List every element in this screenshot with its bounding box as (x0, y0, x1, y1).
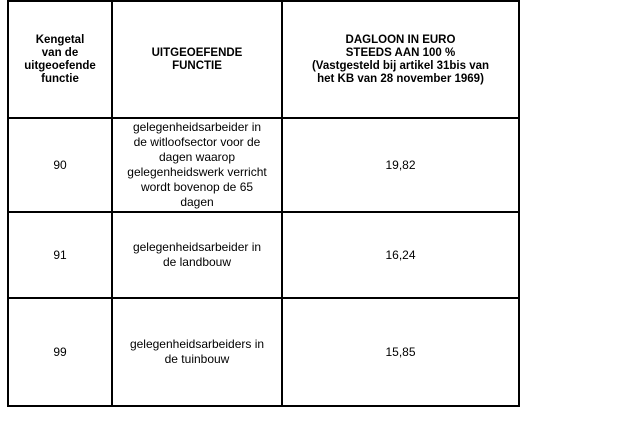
header-function (112, 1, 282, 118)
function-cell (112, 212, 282, 298)
header-wage (282, 1, 519, 118)
wage-cell (282, 298, 519, 406)
code-cell (8, 298, 112, 406)
function-text: gelegenheidsarbeider in de witloofsector voor de dagen waarop gelegenheidswerk verricht wordt bovenop de 65 dagen (127, 120, 267, 209)
function-text: gelegenheidsarbeiders in de tuinbouw (129, 337, 265, 366)
header-function-label: UITGEOEFENDE FUNCTIE (151, 46, 243, 72)
function-cell (112, 118, 282, 212)
wage-cell (282, 118, 519, 212)
wage-value: 15,85 (385, 344, 416, 359)
wage-table (7, 0, 520, 407)
function-cell (112, 298, 282, 406)
wage-value: 16,24 (385, 247, 416, 262)
code-cell (8, 118, 112, 212)
wage-value: 19,82 (385, 157, 416, 172)
table-row (8, 298, 519, 406)
table-header-row (8, 1, 519, 118)
header-code-label: Kengetal van de uitgeoefende functie (24, 33, 96, 85)
wage-cell (282, 212, 519, 298)
code-value: 90 (53, 157, 67, 172)
table-row (8, 212, 519, 298)
header-code (8, 1, 112, 118)
function-text: gelegenheidsarbeider in de landbouw (132, 240, 262, 269)
code-value: 91 (53, 247, 67, 262)
code-value: 99 (53, 344, 67, 359)
header-wage-label: DAGLOON IN EURO STEEDS AAN 100 % (Vastgesteld bij artikel 31bis van het KB van 28 november 1969) (311, 33, 490, 85)
table-row (8, 118, 519, 212)
code-cell (8, 212, 112, 298)
